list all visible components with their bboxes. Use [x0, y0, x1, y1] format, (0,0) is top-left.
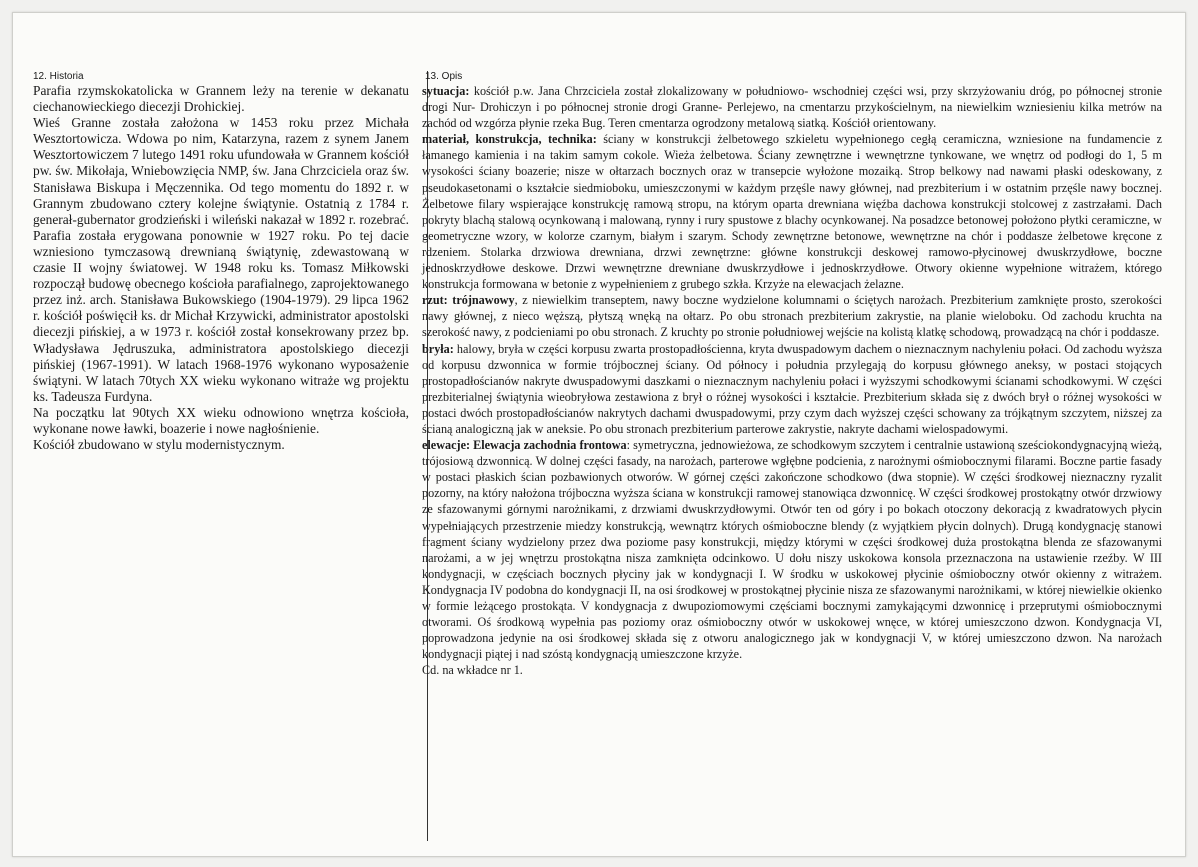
historia-column: [33, 71, 409, 453]
opis-section-bryla: [422, 341, 1162, 438]
section-text: ściany w konstrukcji żelbetowego szkieletu wypełnionego cegłą ceramiczna, wzniesione na fundamencie z łamanego kamienia i na takim samym cokole. Wieża żelbetowa. Ściany zewnętrzne i wewnętrzne tynkowane, we wnętrz od podłogi do 1, 5 m wysokości ściany boazerie; nisze w ołtarzach bocznych oraz w transepcie wyłożone mozaiką. Strop belkowy nad nawami płaski odeskowany, z pseudokasetonami o kształcie siedmioboku, umieszczonymi w każdym przęśle nawy głównej, nad prezbiterium i w ostatnim przęśle nawy bocznej. Żelbetowe filary wspierające konstrukcję ramową stropu, na którym oparta drewniana więźba dachowa konstrukcji stolcowej z zastrzałami. Dach pokryty blachą stalową ocynkowaną i malowaną, rynny i rury spustowe z blachy ocynkowanej. Na posadzce betonowej położono płytki ceramiczne, w geometryczne wzory, w kolorze czarnym, białym i szarym. Schody zewnętrzne betonowe, wewnętrzne na chór i poddasze żelbetowe kręcone z rdzeniem. Stolarka drzwiowa drewniana, drzwi zewnętrzne: główne konstrukcji deskowej ramowo-płycinowej dwuskrzydłowe, boczne jednoskrzydłowe deskowe. Drzwi wewnętrzne drewniane dwuskrzydłowe i jednoskrzydłowe. Otwory okienne wypełnione witrażem, którego konstrukcja formowana w betonie z wypełnieniem z grubego szkła. Krzyże na elewacjach żelazne.: [422, 132, 1162, 292]
opis-section-elewacje: [422, 437, 1162, 662]
opis-section-sytuacja: [422, 83, 1162, 131]
section-label: elewacje: Elewacja zachodnia frontowa: [422, 438, 627, 453]
opis-heading: 13. Opis: [425, 71, 463, 82]
historia-paragraph: Parafia rzymskokatolicka w Grannem leży na terenie w dekanatu ciechanowieckiego diecezji Drohickiej.: [33, 83, 409, 115]
historia-heading: 12. Historia: [33, 71, 84, 82]
section-text: kościół p.w. Jana Chrzciciela został zlokalizowany w południowo- wschodniej części wsi, przy skrzyżowaniu dróg, po północnej stronie drogi Nur- Drohiczyn i po północnej stronie drogi Granne- Perlejewo, na cmentarzu przykościelnym, na niewielkim wzniesieniu kilka metrów na zachód od wzgórza płynie rzeka Bug. Teren cmentarza ogrodzony metalową siatką. Kościół orientowany.: [422, 84, 1162, 131]
document-sheet: [12, 12, 1186, 857]
section-label: materiał, konstrukcja, technika:: [422, 132, 597, 147]
historia-paragraph: Kościół zbudowano w stylu modernistycznym.: [33, 437, 285, 453]
historia-paragraph: Wieś Granne została założona w 1453 roku przez Michała Wesztortowicza. Wdowa po nim, Katarzyna, razem z synem Janem Wesztortowiczem 7 lutego 1491 roku ufundowała w Grannem kościół pw. św. Mikołaja, Wniebowzięcia NMP, św. Jana Chrzciciela oraz św. Stanisława Biskupa i Męczennika. Od tego momentu do 1892 r. w Grannym zbudowano cztery kolejne świątynie. Ostatnią z 1784 r. generał-gubernator grodzieński i wileński nakazał w 1892 r. rozebrać. Parafia została erygowana ponownie w 1927 roku. Po tej dacie wzniesiono tymczasową drewnianą świątynię, zdewastowaną w czasie II wojny światowej. W 1948 roku ks. Tomasz Miłkowski rozpoczął budowę obecnego kościoła parafialnego, zaprojektowanego przez inż. arch. Stanisława Bukowskiego (1904-1979). 29 lipca 1962 r. kościół poświęcił ks. dr Michał Krzywicki, administrator apostolski diecezji pińskiej, a w 1973 r. kościół został konsekrowany przez bp. Władysława Jędruszuka, administratora apostolskiego diecezji pińskiej (1967-1991). W latach 1968-1976 wykonano wyposażenie świątyni. W latach 70tych XX wieku wykonano witraże wg projektu ks. Tadeusza Furdyna.: [33, 115, 409, 404]
section-label: sytuacja:: [422, 84, 470, 98]
continuation-note: Cd. na wkładce nr 1.: [422, 663, 523, 678]
section-label: rzut: trójnawowy: [422, 293, 515, 308]
opis-section-material: [422, 131, 1162, 292]
section-text: halowy, bryła w części korpusu zwarta prostopadłościenna, kryta dwuspadowym dachem o nieznacznym nachyleniu połaci. Od zachodu wyższa od korpusu dzwonnica w formie trójbocznej ściany. Od północy i południa przylegają do korpusu głównego aneksy, w postaci stojących prostopadłościanów nakryte dwuspadowymi daszkami o nieznacznym nachyleniu połaci i wyższymi schodkowymi ścianami schodkowymi. W części prezbiterialnej świątynia wieobryłowa zestawiona z brył o różnej wysokości i kształcie. Prezbiterium składa się z dwóch brył o różnej wysokości w postaci dwóch prostopadłościanów nakrytych dachami dwuspadowymi, przy czym dach wyższej części schowany za trójkątnym szczytem, niższej za ścianą analogiczną jak w aneksie. Po obu stronach prezbiterium parterowe zakrystie, nakryte dachami wielospadowymi.: [422, 341, 1162, 436]
section-text: , z niewielkim transeptem, nawy boczne wydzielone kolumnami o ściętych narożach. Prezbiterium zamknięte prosto, szerokości nawy głównej, z nieco węższą, płytszą wnęką na ołtarz. Po obu stronach prezbiterium zakrystie, na planie wieloboku. Od zachodu kruchta na szerokość nawy, z podcieniami po obu stronach. Z kruchty po stronie południowej wejście na kolistą klatkę schodową, prowadzącą na chór i poddasze.: [422, 293, 1163, 340]
section-text: : symetryczna, jednowieżowa, ze schodkowym szczytem i centralnie ustawioną sześciokondygnacyjną wieżą, trójosiową dzwonnicą. W dolnej części fasady, na narożach, parterowe wgłębne podcienia, z narożnymi ośmiobocznymi filarami. Boczne partie fasady w postaci płaskich ścian pozbawionych otworów. W górnej części zakończone schodkowo (dwa stopnie). W części środkowej nieznaczny ryzalit pozorny, na który nałożona trójboczna wyższa ściana w konstrukcji ramowej stanowiąca dzwonnicę. W części środkowej prostokątny otwór drzwiowy ze sfazowanymi górnymi narożnikami, z drzwiami dwuskrzydłowymi. Otwór ten od góry i po bokach otoczony dekoracją z kwadratowych płycin wypełniających przestrzenie miedzy konstrukcją, wewnątrz których ośmioboczne blendy (z wyjątkiem płycin dolnych). Drugą kondygnację stanowi fragment ściany wydzielony przez dwa poziome pasy konstrukcji, między którymi w części środkowej duża prostokątna blenda ze sfazowanymi narożami, a w jej wnętrzu prostokątna nisza zamknięta odcinkowo. U dołu niszy uskokowa konsola przeznaczona na ustawienie rzeźby. W III kondygnacji, w częściach bocznych płyciny jak w kondygnacji I. W środku w uskokowej płycinie ośmioboczny otwór okienny z witrażem. Kondygnacja IV podobna do kondygnacji II, na osi środkowej w prostokątnej płycinie nisza ze sfazowanymi narożnikami, w której niewielkie okienko w formie leżącego prostokąta. V kondygnacja z dwupoziomowymi częściami bocznymi zamykającymi dzwonnicę i przeprutymi ośmiobocznymi otworami. Oś środkową wypełnia pas poziomy oraz ośmioboczny otwór w uskokowej wnęce, w której umieszczono dzwon. Kondygnacja VI, poprowadzona jedynie na osi środkowej składa się z otworu analogicznego jak w kondygnacji V, w której umieszczono dzwon. Na narożach kondygnacji piątej i nad szóstą kondygnacją umieszczone krzyże.: [422, 438, 1162, 662]
opis-column: [422, 71, 1162, 678]
historia-paragraph: Na początku lat 90tych XX wieku odnowiono wnętrza kościoła, wykonane nowe ławki, boazerie i nowe nagłośnienie.: [33, 404, 409, 436]
opis-section-rzut: [422, 292, 1162, 340]
section-label: bryła:: [422, 341, 454, 356]
